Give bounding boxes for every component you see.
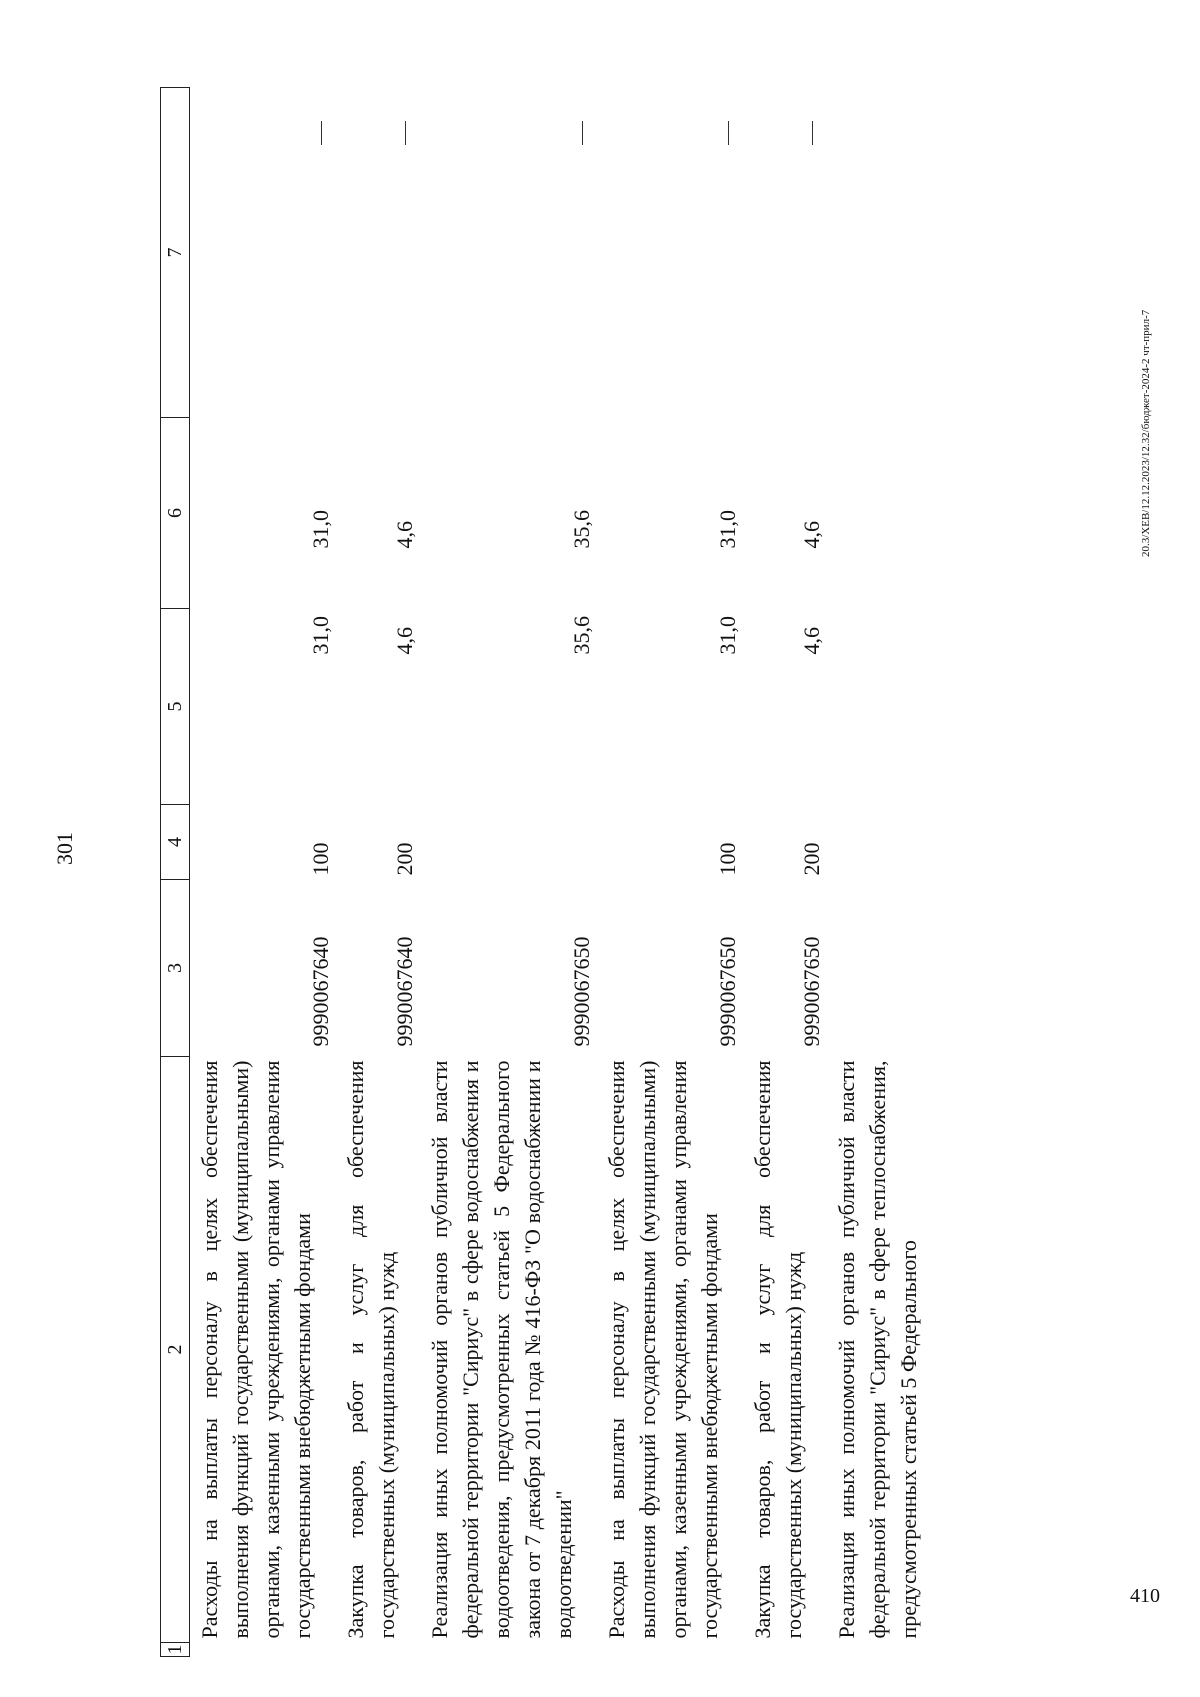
row-code: 9990067650 (715, 936, 740, 1047)
header-col-4: 4 (161, 805, 190, 880)
row-value-col7 (190, 88, 337, 418)
row-code: 9990067650 (799, 936, 824, 1047)
dash-mark (405, 122, 406, 146)
dash-mark (728, 122, 729, 146)
header-col-1: 1 (161, 1643, 190, 1657)
sheet-number: 410 (1130, 1585, 1160, 1607)
row-value-col6 (827, 418, 942, 609)
row-name: Реализация иных полномочий органов публичной власти федеральной территории "Сириус" в сфере водоснабжения и водоотведения, предусмотренных статьей 5 Федерального закона от 7 декабря 2011 года № 416-ФЗ "О водоснабжении и водоотведении" (427, 1060, 576, 1639)
row-name: Закупка товаров, работ и услуг для обеспечения государственных (муниципальных) нужд (343, 1060, 399, 1639)
table-row (827, 88, 942, 1657)
row-expense-type: 200 (799, 842, 824, 876)
row-name: Расходы на выплаты персоналу в целях обеспечения выполнения функций государственными (муниципальными) органами, казенными учреждениями, органами управления государственными внебюджетными фондами (604, 1060, 722, 1639)
budget-table (160, 87, 942, 1657)
row-name: Закупка товаров, работ и услуг для обеспечения государственных (муниципальных) нужд (750, 1060, 806, 1639)
row-expense-type: 200 (392, 842, 417, 876)
row-value-col7 (420, 88, 597, 418)
table-row (336, 88, 420, 1657)
dash-mark (582, 122, 583, 146)
row-value-col7 (743, 88, 827, 418)
row-value-col6: 4,6 (392, 521, 417, 549)
table-row (190, 88, 337, 1657)
document-footer-code: 20.3/XEB/12.12.2023/12.32/бюджет-2024-2 чт-прил-7 (1140, 309, 1152, 557)
row-value-col5: 4,6 (392, 627, 417, 655)
row-value-col6: 35,6 (569, 510, 594, 549)
row-value-col5: 31,0 (308, 616, 333, 655)
row-value-col6: 31,0 (715, 510, 740, 549)
table-row (743, 88, 827, 1657)
table-row (420, 88, 597, 1657)
row-value-col7 (336, 88, 420, 418)
header-col-7: 7 (161, 88, 190, 418)
table-header-row (161, 88, 190, 1657)
header-col-3: 3 (161, 880, 190, 1057)
row-code (827, 880, 942, 1057)
row-expense-type (827, 805, 942, 880)
header-col-6: 6 (161, 418, 190, 609)
row-name: Расходы на выплаты персоналу в целях обеспечения выполнения функций государственными (муниципальными) органами, казенными учреждениями, органами управления государственными внебюджетными фондами (197, 1060, 315, 1639)
table-row (597, 88, 743, 1657)
row-value-col6: 31,0 (308, 510, 333, 549)
row-code: 9990067640 (308, 936, 333, 1047)
row-code: 9990067640 (392, 936, 417, 1047)
row-value-col5: 31,0 (715, 616, 740, 655)
row-value-col5: 35,6 (569, 616, 594, 655)
header-col-2: 2 (161, 1057, 190, 1643)
header-col-5: 5 (161, 609, 190, 805)
row-expense-type: 100 (308, 842, 333, 876)
row-expense-type: 100 (715, 842, 740, 876)
row-value-col5: 4,6 (799, 627, 824, 655)
dash-mark (812, 122, 813, 146)
row-value-col7 (827, 88, 942, 418)
page-number: 301 (52, 832, 77, 865)
dash-mark (321, 122, 322, 146)
row-expense-type (420, 805, 597, 880)
row-value-col6: 4,6 (799, 521, 824, 549)
row-value-col5 (827, 609, 942, 805)
row-code: 9990067650 (569, 936, 594, 1047)
row-name: Реализация иных полномочий органов публичной власти федеральной территории "Сириус" в сфере теплоснабжения, предусмотренных статьей 5 Федерального (834, 1060, 921, 1639)
row-value-col7 (597, 88, 743, 418)
